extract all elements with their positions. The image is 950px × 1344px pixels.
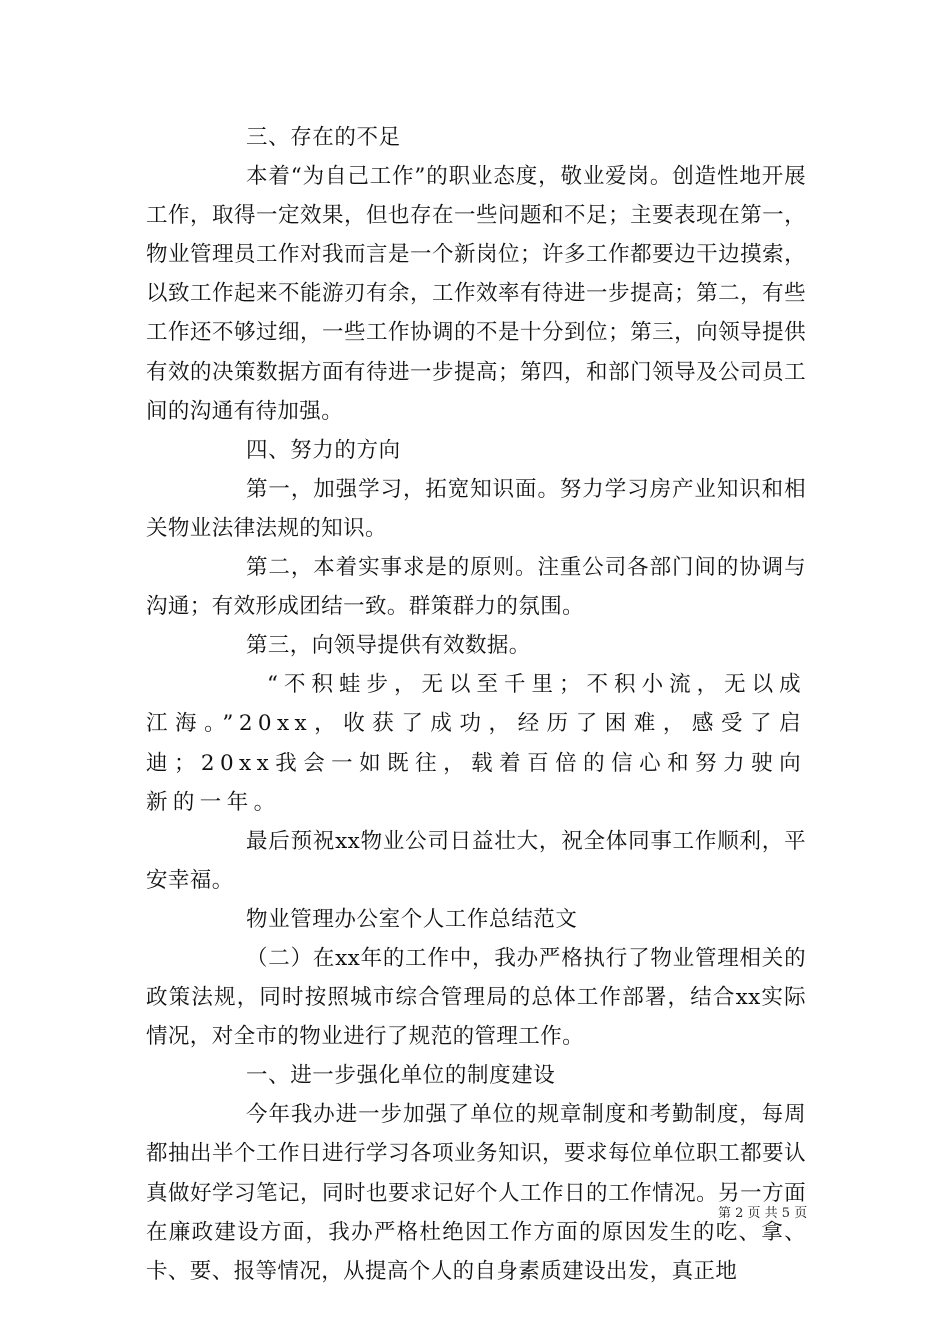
paragraph-system-building: 今年我办进一步加强了单位的规章制度和考勤制度，每周都抽出半个工作日进行学习各项业务知识，要求每位单位职工都要认真做好学习笔记，同时也要求记好个人工作日的工作情况。另一方面在廉政建设方面，我办严格杜绝因工作方面的原因发生的吃、拿、卡、要、报等情况，从提高个人的自身素质建设出发，真正地 — [146, 1102, 806, 1284]
document-subtitle: 物业管理办公室个人工作总结范文 — [246, 906, 578, 932]
paragraph-direction-third: 第三，向领导提供有效数据。 — [246, 633, 531, 659]
paragraph-shortcomings: 本着“为自己工作”的职业态度，敬业爱岗。创造性地开展工作，取得一定效果，但也存在一些问题和不足；主要表现在第一，物业管理员工作对我而言是一个新岗位；许多工作都要边干边摸索，以致工作起来不能游刃有余，工作效率有待进一步提高；第二，有些工作还不够过细，一些工作协调的不是十分到位；第三，向领导提供有效的决策数据方面有待进一步提高；第四，和部门领导及公司员工间的沟通有待加强。 — [146, 164, 806, 424]
page-number-footer: 第 2 页 共 5 页 — [718, 1206, 808, 1221]
paragraph-quote: “不积蛙步，无以至千里；不积小流，无以成江海。”20xx，收获了成功，经历了困难，感受了启迪；20xx我会一如既往，载着百倍的信心和努力驶向新的一年。 — [146, 672, 806, 815]
paragraph-closing-wishes: 最后预祝xx物业公司日益壮大，祝全体同事工作顺利，平安幸福。 — [146, 828, 806, 893]
section-heading-system-building: 一、进一步强化单位的制度建设 — [246, 1063, 556, 1089]
section-heading-shortcomings: 三、存在的不足 — [246, 125, 401, 150]
document-body — [146, 118, 806, 1291]
paragraph-direction-second: 第二，本着实事求是的原则。注重公司各部门间的协调与沟通；有效形成团结一致。群策群力的氛围。 — [146, 555, 806, 620]
paragraph-direction-first: 第一，加强学习，拓宽知识面。努力学习房产业知识和相关物业法律法规的知识。 — [146, 476, 806, 541]
paragraph-intro-part-two: （二）在xx年的工作中，我办严格执行了物业管理相关的政策法规，同时按照城市综合管理局的总体工作部署，结合xx实际情况，对全市的物业进行了规范的管理工作。 — [146, 945, 806, 1050]
section-heading-direction: 四、努力的方向 — [246, 437, 401, 463]
